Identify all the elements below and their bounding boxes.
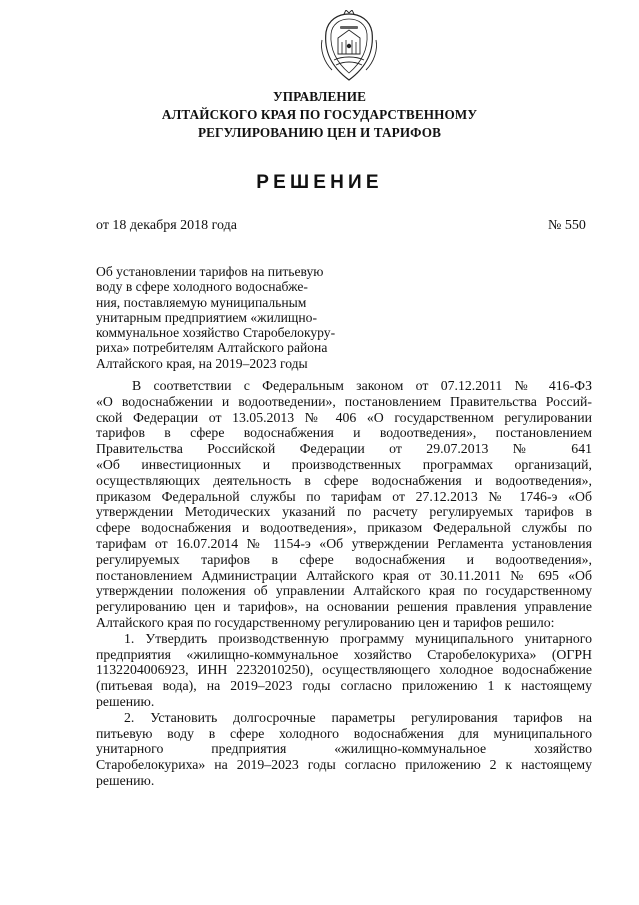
- body-line: решению.: [96, 693, 155, 709]
- subject-line: унитарным предприятием «жилищно-: [96, 309, 317, 325]
- subject-line: Об установлении тарифов на питьевую: [96, 264, 324, 279]
- body-line: Алтайского края по государственному регулированию цен и тарифов решило:: [96, 614, 555, 630]
- body-line: Старобелокуриха» на 2019–2023 годы согласно приложению 2 к настоящему: [96, 757, 592, 773]
- document-subject: [96, 264, 359, 371]
- subject-line: ния, поставляемую муниципальным: [96, 294, 307, 310]
- body-line: (питьевая вода), на 2019–2023 годы согласно приложению 1 к настоящему: [96, 678, 592, 694]
- subject-line: воду в сфере холодного водоснабже-: [96, 279, 308, 295]
- body-line: «Об инвестиционных и производственных программах организаций,: [96, 456, 592, 472]
- body-line: тарифов в сфере водоснабжения и водоотведения», постановлением: [96, 425, 592, 441]
- body-line: приказом Федеральной службы по тарифам от 27.12.2013 № 1746-э «Об: [96, 488, 592, 504]
- body-line: регулированию цен и тарифов», на основании решения правления управление: [96, 599, 592, 615]
- body-line: тарифам от 16.07.2014 № 1154-э «Об утверждении Регламента установления: [96, 535, 592, 551]
- document-date: от 18 декабря 2018 года: [96, 218, 237, 233]
- body-line: Правительства Российской Федерации от 29.07.2013 № 641: [96, 441, 592, 457]
- document-body: [96, 378, 592, 789]
- subject-line: риха» потребителям Алтайского района: [96, 340, 328, 356]
- body-line: утверждении положения об управлении Алтайского края по государственному: [96, 583, 592, 599]
- coat-of-arms-emblem: [316, 10, 382, 84]
- body-line: питьевую воду в сфере холодного водоснабжения для муниципального: [96, 725, 592, 741]
- body-line: унитарного предприятия «жилищно-коммунальное хозяйство: [96, 741, 592, 757]
- body-line: утверждении Методических указаний по расчету регулируемых тарифов в: [96, 504, 592, 520]
- body-line: 2. Установить долгосрочные параметры регулирования тарифов на: [124, 709, 592, 725]
- body-line: сфере водоснабжения и водоотведения», приказом Федеральной службы по: [96, 520, 592, 536]
- header-line: АЛТАЙСКОГО КРАЯ ПО ГОСУДАРСТВЕННОМУ: [161, 107, 478, 122]
- body-line: В соответствии с Федеральным законом от 07.12.2011 № 416-ФЗ: [132, 378, 592, 393]
- header-line: УПРАВЛЕНИЕ: [272, 89, 367, 104]
- body-line: решению.: [96, 772, 155, 788]
- header-line: РЕГУЛИРОВАНИЮ ЦЕН И ТАРИФОВ: [197, 125, 442, 140]
- subject-line: коммунальное хозяйство Старобелокуру-: [96, 325, 336, 341]
- body-line: «О водоснабжении и водоотведении», постановлением Правительства Россий-: [96, 393, 592, 409]
- body-line: 1132204006923, ИНН 2232010250), осуществляющего холодное водоснабжение: [96, 662, 592, 678]
- body-line: ской Федерации от 13.05.2013 № 406 «О государственном регулировании: [96, 409, 592, 425]
- body-line: предприятия «жилищно-коммунальное хозяйство Старобелокуриха» (ОГРН: [96, 646, 592, 662]
- issuing-authority-header: [0, 88, 639, 142]
- body-line: осуществляющих деятельность в сфере водоснабжения и водоотведения»,: [96, 472, 592, 488]
- body-line: 1. Утвердить производственную программу муниципального унитарного: [124, 630, 592, 646]
- body-line: постановлением Администрации Алтайского края от 30.11.2011 № 695 «Об: [96, 567, 592, 583]
- document-number: № 550: [548, 218, 586, 233]
- body-line: регулируемых тарифов в сфере водоснабжения и водоотведения»,: [96, 551, 592, 567]
- subject-line: Алтайского края, на 2019–2023 годы: [96, 355, 308, 371]
- document-type-title: РЕШЕНИЕ: [256, 172, 383, 193]
